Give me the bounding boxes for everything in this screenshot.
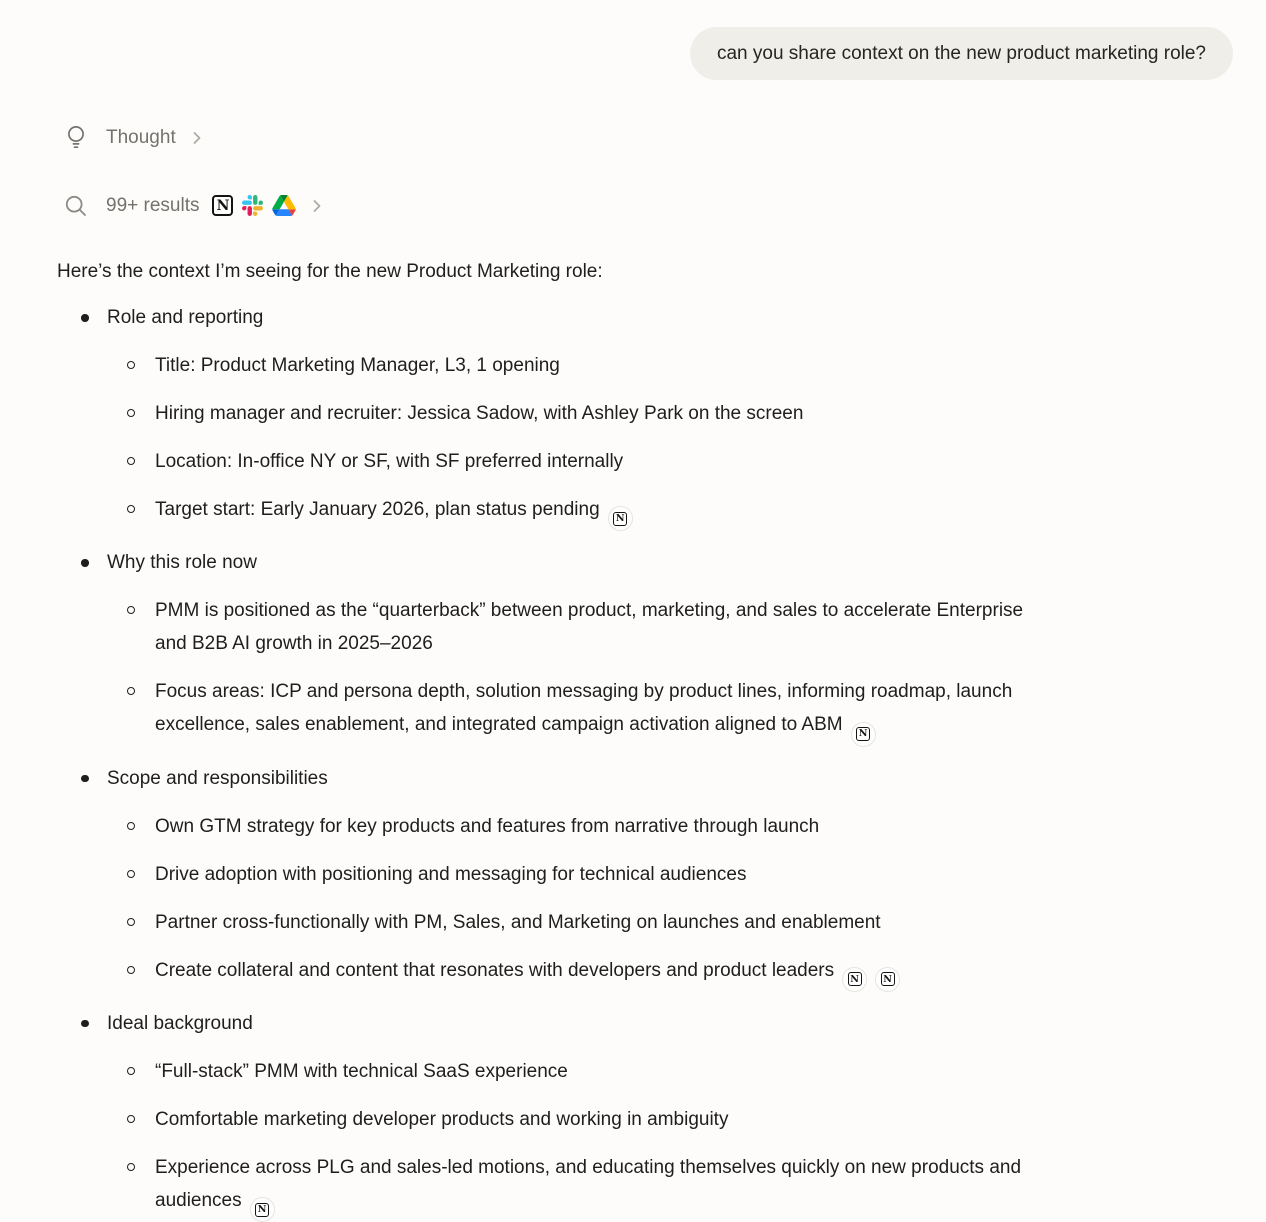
- assistant-response: [57, 255, 1233, 1222]
- list-item-text: Create collateral and content that resonates with developers and product leaders N N: [155, 954, 900, 992]
- list-item-text: Why this role now: [107, 552, 257, 574]
- bullet-icon: [81, 559, 89, 567]
- circle-bullet-icon: [127, 1067, 135, 1075]
- bullet-icon: [81, 775, 89, 783]
- list-item-text: Own GTM strategy for key products and features from narrative through launch: [155, 815, 820, 837]
- notion-icon: N: [212, 195, 233, 216]
- user-message-row: [57, 27, 1233, 80]
- lightbulb-icon: [62, 124, 89, 151]
- notion-icon: N: [881, 972, 895, 986]
- search-icon: [62, 192, 89, 219]
- search-results-toggle[interactable]: [62, 192, 1233, 219]
- list-item-text: Partner cross-functionally with PM, Sales, and Marketing on launches and enablement: [155, 911, 881, 933]
- notion-citation-badge[interactable]: [842, 967, 867, 992]
- notion-citation-badge[interactable]: [608, 506, 633, 531]
- sub-list-item: [57, 906, 1233, 939]
- circle-bullet-icon: [127, 687, 135, 695]
- bullet-icon: [81, 1020, 89, 1028]
- list-item: [57, 546, 1233, 579]
- sub-list-item: [57, 397, 1233, 430]
- thought-toggle[interactable]: [62, 124, 1233, 151]
- list-item: [57, 762, 1233, 795]
- notion-icon: N: [848, 972, 862, 986]
- list-item-text: Experience across PLG and sales-led motions, and educating themselves quickly on new products and audiences N: [155, 1151, 1027, 1222]
- chevron-right-icon: [189, 130, 205, 146]
- sub-list-item: [57, 493, 1233, 531]
- chevron-right-icon: [309, 198, 325, 214]
- google-drive-icon: [272, 195, 296, 216]
- sub-list-item: [57, 594, 1233, 660]
- notion-citation-badge[interactable]: [875, 967, 900, 992]
- circle-bullet-icon: [127, 870, 135, 878]
- sub-list-item: [57, 1151, 1233, 1222]
- list-item-text: “Full-stack” PMM with technical SaaS experience: [155, 1060, 568, 1082]
- list-item: [57, 1007, 1233, 1040]
- notion-citation-badge[interactable]: [250, 1197, 275, 1222]
- list-item-text: Target start: Early January 2026, plan status pending N: [155, 493, 633, 531]
- circle-bullet-icon: [127, 409, 135, 417]
- list-item-text: Comfortable marketing developer products and working in ambiguity: [155, 1108, 729, 1130]
- context-list: [57, 301, 1233, 1222]
- notion-citation-badge[interactable]: [851, 722, 876, 747]
- circle-bullet-icon: [127, 361, 135, 369]
- user-message-bubble: can you share context on the new product marketing role?: [690, 27, 1233, 80]
- sub-list-item: [57, 675, 1233, 746]
- notion-icon: N: [255, 1203, 269, 1217]
- source-icons: [212, 195, 296, 216]
- list-item-text: Hiring manager and recruiter: Jessica Sadow, with Ashley Park on the screen: [155, 403, 804, 424]
- circle-bullet-icon: [127, 505, 135, 513]
- intro-text: Here’s the context I’m seeing for the new Product Marketing role:: [57, 261, 603, 282]
- circle-bullet-icon: [127, 457, 135, 465]
- thought-label: Thought: [106, 126, 176, 148]
- notion-icon: N: [856, 727, 870, 741]
- circle-bullet-icon: [127, 966, 135, 974]
- notion-icon: N: [613, 512, 627, 526]
- list-item-text: Location: In-office NY or SF, with SF preferred internally: [155, 451, 624, 472]
- list-item-text: Title: Product Marketing Manager, L3, 1 opening: [155, 355, 560, 376]
- sub-list-item: [57, 954, 1233, 992]
- sub-list-item: [57, 445, 1233, 478]
- list-item-text: Scope and responsibilities: [107, 767, 328, 789]
- list-item-text: Ideal background: [107, 1012, 253, 1034]
- list-item-text: Focus areas: ICP and persona depth, solution messaging by product lines, informing roadmap, launch excellence, sales enablement, and integrated campaign activation aligned to ABM N: [155, 675, 1027, 746]
- sub-list-item: [57, 349, 1233, 382]
- circle-bullet-icon: [127, 822, 135, 830]
- slack-icon: [242, 195, 263, 216]
- list-item-text: PMM is positioned as the “quarterback” between product, marketing, and sales to accelerate Enterprise and B2B AI growth in 2025–2026: [155, 600, 1024, 655]
- circle-bullet-icon: [127, 1163, 135, 1171]
- sub-list-item: [57, 810, 1233, 843]
- circle-bullet-icon: [127, 1115, 135, 1123]
- circle-bullet-icon: [127, 606, 135, 614]
- sub-list-item: [57, 1055, 1233, 1088]
- bullet-icon: [81, 314, 89, 322]
- list-item-text: Drive adoption with positioning and messaging for technical audiences: [155, 863, 747, 885]
- sub-list-item: [57, 1103, 1233, 1136]
- results-label: 99+ results: [106, 194, 200, 216]
- sub-list-item: [57, 858, 1233, 891]
- list-item-text: Role and reporting: [107, 307, 264, 328]
- list-item: [57, 301, 1233, 334]
- circle-bullet-icon: [127, 918, 135, 926]
